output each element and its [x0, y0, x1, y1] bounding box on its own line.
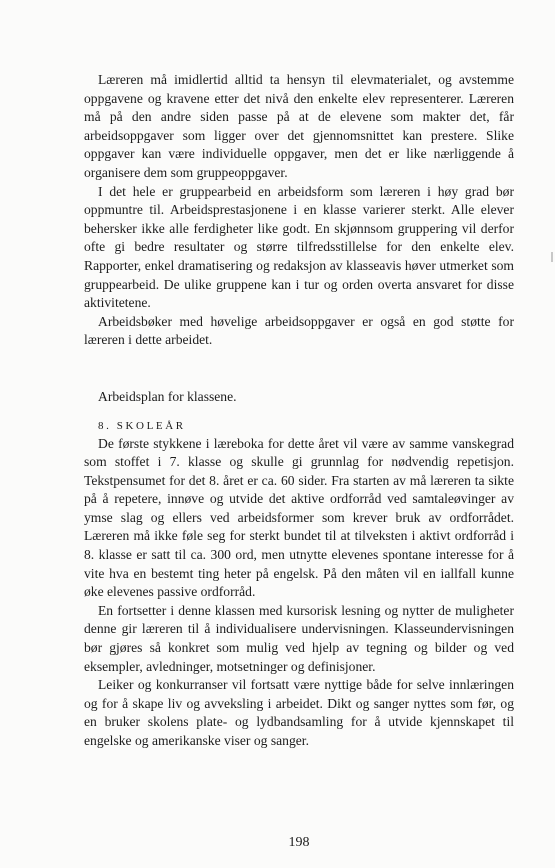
page-number: 198 [288, 835, 310, 850]
paragraph-2: I det hele er gruppearbeid en arbeidsform som læreren i høy grad bør oppmuntre til. Arbeidsprestasjonene i en klasse varierer sterkt. Alle elever behersker ikke alle ferdigheter like godt. En skjønnsom gruppering vil derfor ofte gi bedre resultater og større tilfredsstillelse for den enkelte elev. Rapporter, enkel dramatisering og redaksjon av klasseavis høver utmerket som gruppearbeid. De ulike gruppene kan i tur og orden overta ansvaret for disse aktivitetene. [84, 183, 514, 311]
paragraph-3: Arbeidsbøker med høvelige arbeidsoppgaver er også en god støtte for læreren i dette arbeidet. [84, 313, 514, 348]
page-body [84, 71, 514, 850]
section-heading: Arbeidsplan for klassene. [98, 388, 237, 404]
paragraph-1: Læreren må imidlertid alltid ta hensyn til elevmaterialet, og avstemme oppgavene og kravene etter det nivå den enkelte elev representerer. Læreren må på den andre siden passe på at de elevene som makter det, får arbeidsoppgaver som ligger over det gjennomsnittet kan prestere. Slike oppgaver kan være individuelle oppgaver, men det er like nærliggende å organisere dem som gruppeoppgaver. [84, 72, 514, 180]
subsection-heading: 8. SKOLEÅR [98, 419, 186, 432]
paragraph-4: De første stykkene i læreboka for dette året vil være av samme vanskegrad som stoffet i 7. klasse og skulle gi grunnlag for nødvendig repetisjon. Tekstpensumet for det 8. året er ca. 60 sider. Fra starten av må læreren ta sikte på å repetere, innøve og utvide det aktive ordforråd ved samtaleøvinger av ymse slag og ellers ved arbeidsformer som krever bruk av ordforrådet. Læreren må ikke føle seg for sterkt bundet til at tilveksten i aktivt ordforråd i 8. klasse er satt til ca. 300 ord, men utnytte elevenes spontane interesse for å vite hva en bestemt ting heter på engelsk. På den måten vil en iallfall kunne øke elevenes passive ordforråd. [84, 435, 514, 600]
paragraph-6: Leiker og konkurranser vil fortsatt være nyttige både for selve innlæringen og for å skape liv og avveksling i arbeidet. Dikt og sanger nyttes som før, og en bruker skolens plate- og lydbandsamling for å utvide kjennskapet til engelske og amerikanske viser og sanger. [84, 677, 514, 748]
scan-edge-mark [551, 252, 553, 262]
paragraph-5: En fortsetter i denne klassen med kursorisk lesning og nytter de muligheter denne gir læreren til å individualisere undervisningen. Klasseundervisningen bør gjøres så konkret som mulig ved hjelp av tegning og bilder og ved eksempler, avledninger, motsetninger og definisjoner. [84, 602, 514, 674]
